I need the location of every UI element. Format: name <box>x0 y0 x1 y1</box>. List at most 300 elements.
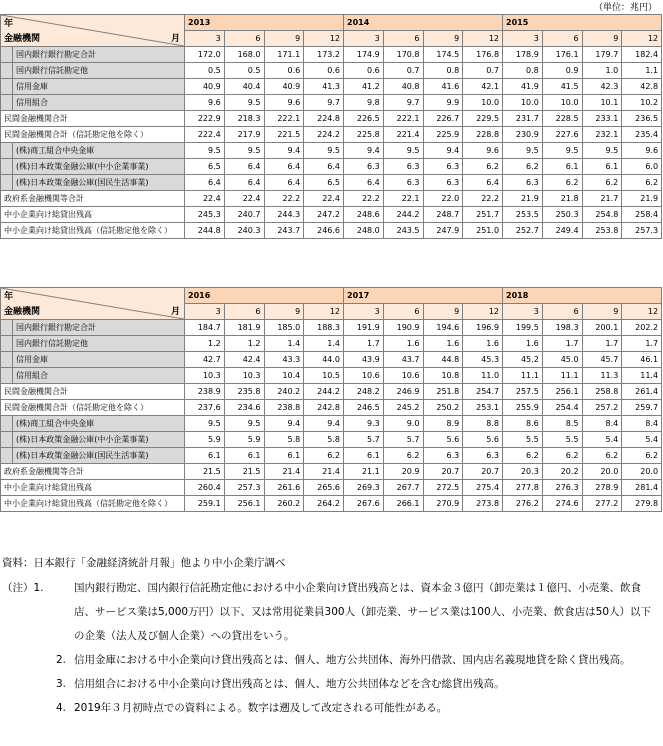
value-cell: 252.7 <box>503 223 543 239</box>
value-cell: 178.9 <box>503 47 543 63</box>
value-cell: 260.2 <box>264 496 304 512</box>
note-1-text: 国内銀行勘定、国内銀行信託勘定他における中小企業向け貸出残高とは、資本金３億円（卸売業は１億円、小売業、飲食店、サービス業は5,000万円）以下、又は常用従業員300人（卸売業、サービス業は100人、小売業、飲食店は50人）以下の企業（法人及び個人企業）への貸出をいう。 <box>74 582 652 642</box>
value-cell: 6.2 <box>622 448 662 464</box>
value-cell: 276.2 <box>503 496 543 512</box>
value-cell: 251.0 <box>463 223 503 239</box>
value-cell: 176.1 <box>542 47 582 63</box>
value-cell: 6.1 <box>542 159 582 175</box>
month-header: 9 <box>582 31 622 47</box>
value-cell: 267.7 <box>383 480 423 496</box>
value-cell: 6.5 <box>304 175 344 191</box>
table-row <box>1 400 662 416</box>
value-cell: 5.4 <box>622 432 662 448</box>
value-cell: 6.3 <box>383 175 423 191</box>
month-header: 12 <box>622 304 662 320</box>
table-row <box>1 448 662 464</box>
value-cell: 45.3 <box>463 352 503 368</box>
value-cell: 202.2 <box>622 320 662 336</box>
value-cell: 9.5 <box>224 95 264 111</box>
month-header: 6 <box>383 304 423 320</box>
value-cell: 20.0 <box>582 464 622 480</box>
value-cell: 269.3 <box>344 480 384 496</box>
value-cell: 265.6 <box>304 480 344 496</box>
month-header: 9 <box>423 304 463 320</box>
value-cell: 217.9 <box>224 127 264 143</box>
loan-balance-table-2016-2018 <box>0 287 662 512</box>
value-cell: 244.2 <box>383 207 423 223</box>
value-cell: 6.4 <box>264 175 304 191</box>
table-row <box>1 79 662 95</box>
value-cell: 22.1 <box>383 191 423 207</box>
value-cell: 224.2 <box>304 127 344 143</box>
value-cell: 9.5 <box>185 143 225 159</box>
value-cell: 249.4 <box>542 223 582 239</box>
value-cell: 260.4 <box>185 480 225 496</box>
value-cell: 253.8 <box>582 223 622 239</box>
row-label: 国内銀行信託勘定他 <box>13 336 185 352</box>
value-cell: 9.4 <box>344 143 384 159</box>
value-cell: 244.3 <box>264 207 304 223</box>
value-cell: 257.3 <box>224 480 264 496</box>
value-cell: 248.7 <box>423 207 463 223</box>
value-cell: 228.5 <box>542 111 582 127</box>
value-cell: 246.9 <box>383 384 423 400</box>
value-cell: 9.5 <box>304 143 344 159</box>
table-row <box>1 496 662 512</box>
indent-spacer <box>1 448 13 464</box>
value-cell: 253.5 <box>503 207 543 223</box>
value-cell: 9.8 <box>344 95 384 111</box>
value-cell: 9.7 <box>383 95 423 111</box>
value-cell: 41.3 <box>304 79 344 95</box>
month-header: 12 <box>304 304 344 320</box>
table-row <box>1 320 662 336</box>
value-cell: 1.1 <box>622 63 662 79</box>
value-cell: 248.2 <box>344 384 384 400</box>
value-cell: 254.8 <box>582 207 622 223</box>
value-cell: 172.0 <box>185 47 225 63</box>
value-cell: 198.3 <box>542 320 582 336</box>
value-cell: 9.5 <box>542 143 582 159</box>
value-cell: 6.3 <box>383 159 423 175</box>
value-cell: 21.5 <box>224 464 264 480</box>
value-cell: 222.1 <box>383 111 423 127</box>
table-corner-header <box>1 288 185 320</box>
row-label: 信用金庫 <box>13 352 185 368</box>
year-header: 2018 <box>503 288 662 304</box>
value-cell: 279.8 <box>622 496 662 512</box>
value-cell: 6.4 <box>304 159 344 175</box>
value-cell: 1.4 <box>304 336 344 352</box>
value-cell: 191.9 <box>344 320 384 336</box>
value-cell: 9.5 <box>224 143 264 159</box>
value-cell: 10.8 <box>423 368 463 384</box>
indent-spacer <box>1 352 13 368</box>
value-cell: 21.9 <box>503 191 543 207</box>
indent-spacer <box>1 336 13 352</box>
value-cell: 1.6 <box>423 336 463 352</box>
value-cell: 11.1 <box>542 368 582 384</box>
note-2-lead: 2. <box>55 654 66 666</box>
value-cell: 190.9 <box>383 320 423 336</box>
value-cell: 235.8 <box>224 384 264 400</box>
value-cell: 6.3 <box>423 175 463 191</box>
value-cell: 1.6 <box>503 336 543 352</box>
value-cell: 11.0 <box>463 368 503 384</box>
value-cell: 274.6 <box>542 496 582 512</box>
value-cell: 6.4 <box>224 159 264 175</box>
row-label: (株)商工組合中央金庫 <box>13 416 185 432</box>
value-cell: 10.1 <box>582 95 622 111</box>
value-cell: 173.2 <box>304 47 344 63</box>
value-cell: 40.9 <box>264 79 304 95</box>
value-cell: 42.8 <box>622 79 662 95</box>
corner-institution-label: 金融機関 <box>4 34 41 44</box>
corner-year-label: 年 <box>4 292 14 302</box>
value-cell: 1.7 <box>344 336 384 352</box>
value-cell: 10.0 <box>542 95 582 111</box>
note-4-text: 2019年３月初時点での資料による。数字は遡及して改定される可能性がある。 <box>74 702 448 714</box>
value-cell: 246.6 <box>304 223 344 239</box>
month-header: 9 <box>264 304 304 320</box>
value-cell: 0.5 <box>185 63 225 79</box>
table-row <box>1 336 662 352</box>
row-label: 民間金融機関合計（信託勘定他を除く） <box>1 127 185 143</box>
value-cell: 277.8 <box>503 480 543 496</box>
value-cell: 267.6 <box>344 496 384 512</box>
year-header: 2015 <box>503 15 662 31</box>
value-cell: 182.4 <box>622 47 662 63</box>
value-cell: 21.5 <box>185 464 225 480</box>
value-cell: 254.4 <box>542 400 582 416</box>
value-cell: 43.7 <box>383 352 423 368</box>
table-row <box>1 416 662 432</box>
value-cell: 227.6 <box>542 127 582 143</box>
value-cell: 1.7 <box>542 336 582 352</box>
value-cell: 6.1 <box>264 448 304 464</box>
value-cell: 0.6 <box>304 63 344 79</box>
value-cell: 6.3 <box>423 448 463 464</box>
value-cell: 170.8 <box>383 47 423 63</box>
value-cell: 224.8 <box>304 111 344 127</box>
loan-balance-table-2013-2015 <box>0 14 662 239</box>
value-cell: 234.6 <box>224 400 264 416</box>
value-cell: 6.4 <box>344 175 384 191</box>
value-cell: 5.6 <box>463 432 503 448</box>
indent-spacer <box>1 320 13 336</box>
value-cell: 257.2 <box>582 400 622 416</box>
value-cell: 254.7 <box>463 384 503 400</box>
value-cell: 22.4 <box>224 191 264 207</box>
value-cell: 6.2 <box>582 175 622 191</box>
value-cell: 10.0 <box>503 95 543 111</box>
value-cell: 9.9 <box>423 95 463 111</box>
value-cell: 6.3 <box>344 159 384 175</box>
indent-spacer <box>1 416 13 432</box>
month-header: 3 <box>503 31 543 47</box>
value-cell: 174.5 <box>423 47 463 63</box>
note-1-lead: （注）1. <box>2 582 44 594</box>
month-header: 3 <box>344 304 384 320</box>
value-cell: 20.3 <box>503 464 543 480</box>
value-cell: 184.7 <box>185 320 225 336</box>
value-cell: 8.4 <box>622 416 662 432</box>
note-4-lead: 4. <box>55 702 66 714</box>
value-cell: 11.3 <box>582 368 622 384</box>
unit-label: （単位：兆円） <box>593 3 657 13</box>
value-cell: 196.9 <box>463 320 503 336</box>
row-label: 民間金融機関合計 <box>1 384 185 400</box>
value-cell: 10.3 <box>224 368 264 384</box>
row-label: 国内銀行信託勘定他 <box>13 63 185 79</box>
value-cell: 238.9 <box>185 384 225 400</box>
table-row <box>1 480 662 496</box>
value-cell: 221.5 <box>264 127 304 143</box>
notes-section <box>2 576 660 720</box>
value-cell: 45.0 <box>542 352 582 368</box>
table-row <box>1 127 662 143</box>
value-cell: 253.1 <box>463 400 503 416</box>
value-cell: 281.4 <box>622 480 662 496</box>
value-cell: 43.9 <box>344 352 384 368</box>
value-cell: 5.9 <box>185 432 225 448</box>
value-cell: 240.7 <box>224 207 264 223</box>
value-cell: 6.3 <box>463 448 503 464</box>
value-cell: 243.7 <box>264 223 304 239</box>
value-cell: 20.9 <box>383 464 423 480</box>
value-cell: 228.8 <box>463 127 503 143</box>
corner-month-label: 月 <box>170 307 180 317</box>
value-cell: 5.8 <box>264 432 304 448</box>
value-cell: 6.1 <box>185 448 225 464</box>
row-label: 政府系金融機関等合計 <box>1 464 185 480</box>
value-cell: 0.7 <box>383 63 423 79</box>
value-cell: 0.9 <box>542 63 582 79</box>
value-cell: 250.2 <box>423 400 463 416</box>
value-cell: 9.6 <box>463 143 503 159</box>
value-cell: 8.5 <box>542 416 582 432</box>
value-cell: 6.2 <box>304 448 344 464</box>
value-cell: 22.2 <box>344 191 384 207</box>
year-header: 2013 <box>185 15 344 31</box>
value-cell: 8.8 <box>463 416 503 432</box>
value-cell: 278.9 <box>582 480 622 496</box>
value-cell: 9.0 <box>383 416 423 432</box>
row-label: 政府系金融機関等合計 <box>1 191 185 207</box>
value-cell: 231.7 <box>503 111 543 127</box>
table-row <box>1 159 662 175</box>
value-cell: 168.0 <box>224 47 264 63</box>
value-cell: 255.9 <box>503 400 543 416</box>
value-cell: 8.4 <box>582 416 622 432</box>
value-cell: 226.7 <box>423 111 463 127</box>
value-cell: 43.3 <box>264 352 304 368</box>
value-cell: 6.0 <box>622 159 662 175</box>
value-cell: 11.1 <box>503 368 543 384</box>
value-cell: 8.6 <box>503 416 543 432</box>
value-cell: 42.3 <box>582 79 622 95</box>
value-cell: 6.1 <box>224 448 264 464</box>
value-cell: 21.8 <box>542 191 582 207</box>
table-row <box>1 352 662 368</box>
value-cell: 6.4 <box>185 175 225 191</box>
row-label: 民間金融機関合計（信託勘定他を除く） <box>1 400 185 416</box>
row-label: 中小企業向け総貸出残高（信託勘定他を除く） <box>1 223 185 239</box>
row-label: 国内銀行銀行勘定合計 <box>13 47 185 63</box>
value-cell: 1.2 <box>185 336 225 352</box>
value-cell: 9.5 <box>185 416 225 432</box>
value-cell: 20.2 <box>542 464 582 480</box>
value-cell: 5.5 <box>503 432 543 448</box>
note-4 <box>2 696 660 720</box>
value-cell: 40.8 <box>383 79 423 95</box>
value-cell: 40.4 <box>224 79 264 95</box>
value-cell: 240.3 <box>224 223 264 239</box>
value-cell: 9.4 <box>264 143 304 159</box>
value-cell: 1.6 <box>463 336 503 352</box>
value-cell: 251.7 <box>463 207 503 223</box>
note-3-lead: 3. <box>55 678 66 690</box>
value-cell: 20.7 <box>463 464 503 480</box>
value-cell: 5.9 <box>224 432 264 448</box>
value-cell: 10.0 <box>463 95 503 111</box>
value-cell: 258.8 <box>582 384 622 400</box>
indent-spacer <box>1 143 13 159</box>
corner-month-label: 月 <box>170 34 180 44</box>
value-cell: 266.1 <box>383 496 423 512</box>
value-cell: 188.3 <box>304 320 344 336</box>
row-label: (株)商工組合中央金庫 <box>13 143 185 159</box>
value-cell: 9.6 <box>185 95 225 111</box>
value-cell: 9.4 <box>264 416 304 432</box>
value-cell: 181.9 <box>224 320 264 336</box>
value-cell: 41.9 <box>503 79 543 95</box>
table-row <box>1 464 662 480</box>
value-cell: 236.5 <box>622 111 662 127</box>
month-header: 9 <box>582 304 622 320</box>
value-cell: 235.4 <box>622 127 662 143</box>
value-cell: 244.8 <box>185 223 225 239</box>
value-cell: 270.9 <box>423 496 463 512</box>
value-cell: 176.8 <box>463 47 503 63</box>
value-cell: 245.2 <box>383 400 423 416</box>
row-label: 信用組合 <box>13 368 185 384</box>
value-cell: 10.4 <box>264 368 304 384</box>
month-header: 3 <box>185 31 225 47</box>
source-note: 資料：日本銀行「金融経済統計月報」他より中小企業庁調べ <box>2 557 286 569</box>
value-cell: 9.4 <box>304 416 344 432</box>
indent-spacer <box>1 368 13 384</box>
indent-spacer <box>1 79 13 95</box>
corner-year-label: 年 <box>4 19 14 29</box>
value-cell: 42.7 <box>185 352 225 368</box>
corner-institution-label: 金融機関 <box>4 307 41 317</box>
row-label: 信用組合 <box>13 95 185 111</box>
value-cell: 174.9 <box>344 47 384 63</box>
value-cell: 244.2 <box>304 384 344 400</box>
value-cell: 185.0 <box>264 320 304 336</box>
row-label: 中小企業向け総貸出残高（信託勘定他を除く） <box>1 496 185 512</box>
indent-spacer <box>1 63 13 79</box>
value-cell: 247.2 <box>304 207 344 223</box>
value-cell: 6.2 <box>383 448 423 464</box>
value-cell: 6.4 <box>463 175 503 191</box>
value-cell: 222.1 <box>264 111 304 127</box>
value-cell: 199.5 <box>503 320 543 336</box>
note-2 <box>2 648 660 672</box>
value-cell: 6.3 <box>503 175 543 191</box>
month-header: 3 <box>344 31 384 47</box>
value-cell: 233.1 <box>582 111 622 127</box>
value-cell: 248.6 <box>344 207 384 223</box>
value-cell: 256.1 <box>542 384 582 400</box>
month-header: 3 <box>503 304 543 320</box>
table-row <box>1 432 662 448</box>
month-header: 6 <box>383 31 423 47</box>
value-cell: 9.4 <box>423 143 463 159</box>
value-cell: 6.5 <box>185 159 225 175</box>
value-cell: 21.4 <box>264 464 304 480</box>
value-cell: 0.6 <box>344 63 384 79</box>
value-cell: 22.4 <box>185 191 225 207</box>
value-cell: 1.7 <box>622 336 662 352</box>
value-cell: 5.5 <box>542 432 582 448</box>
value-cell: 40.9 <box>185 79 225 95</box>
value-cell: 226.5 <box>344 111 384 127</box>
value-cell: 9.5 <box>582 143 622 159</box>
value-cell: 0.8 <box>423 63 463 79</box>
value-cell: 261.6 <box>264 480 304 496</box>
value-cell: 259.1 <box>185 496 225 512</box>
month-header: 6 <box>224 304 264 320</box>
value-cell: 10.5 <box>304 368 344 384</box>
value-cell: 222.9 <box>185 111 225 127</box>
indent-spacer <box>1 432 13 448</box>
month-header: 3 <box>185 304 225 320</box>
value-cell: 41.2 <box>344 79 384 95</box>
table-row <box>1 207 662 223</box>
note-1 <box>2 576 660 648</box>
year-header-row <box>1 15 662 31</box>
value-cell: 42.1 <box>463 79 503 95</box>
month-header: 6 <box>542 304 582 320</box>
value-cell: 44.0 <box>304 352 344 368</box>
value-cell: 5.4 <box>582 432 622 448</box>
value-cell: 222.4 <box>185 127 225 143</box>
month-header: 12 <box>463 304 503 320</box>
value-cell: 22.4 <box>304 191 344 207</box>
value-cell: 21.1 <box>344 464 384 480</box>
value-cell: 6.3 <box>423 159 463 175</box>
value-cell: 250.3 <box>542 207 582 223</box>
table-corner-header <box>1 15 185 47</box>
indent-spacer <box>1 95 13 111</box>
value-cell: 6.2 <box>463 159 503 175</box>
value-cell: 1.7 <box>582 336 622 352</box>
value-cell: 237.6 <box>185 400 225 416</box>
value-cell: 0.7 <box>463 63 503 79</box>
value-cell: 230.9 <box>503 127 543 143</box>
value-cell: 10.6 <box>383 368 423 384</box>
row-label: (株)日本政策金融公庫(国民生活事業) <box>13 448 185 464</box>
value-cell: 272.5 <box>423 480 463 496</box>
value-cell: 1.4 <box>264 336 304 352</box>
value-cell: 273.8 <box>463 496 503 512</box>
value-cell: 225.9 <box>423 127 463 143</box>
value-cell: 225.8 <box>344 127 384 143</box>
value-cell: 251.8 <box>423 384 463 400</box>
value-cell: 9.5 <box>503 143 543 159</box>
